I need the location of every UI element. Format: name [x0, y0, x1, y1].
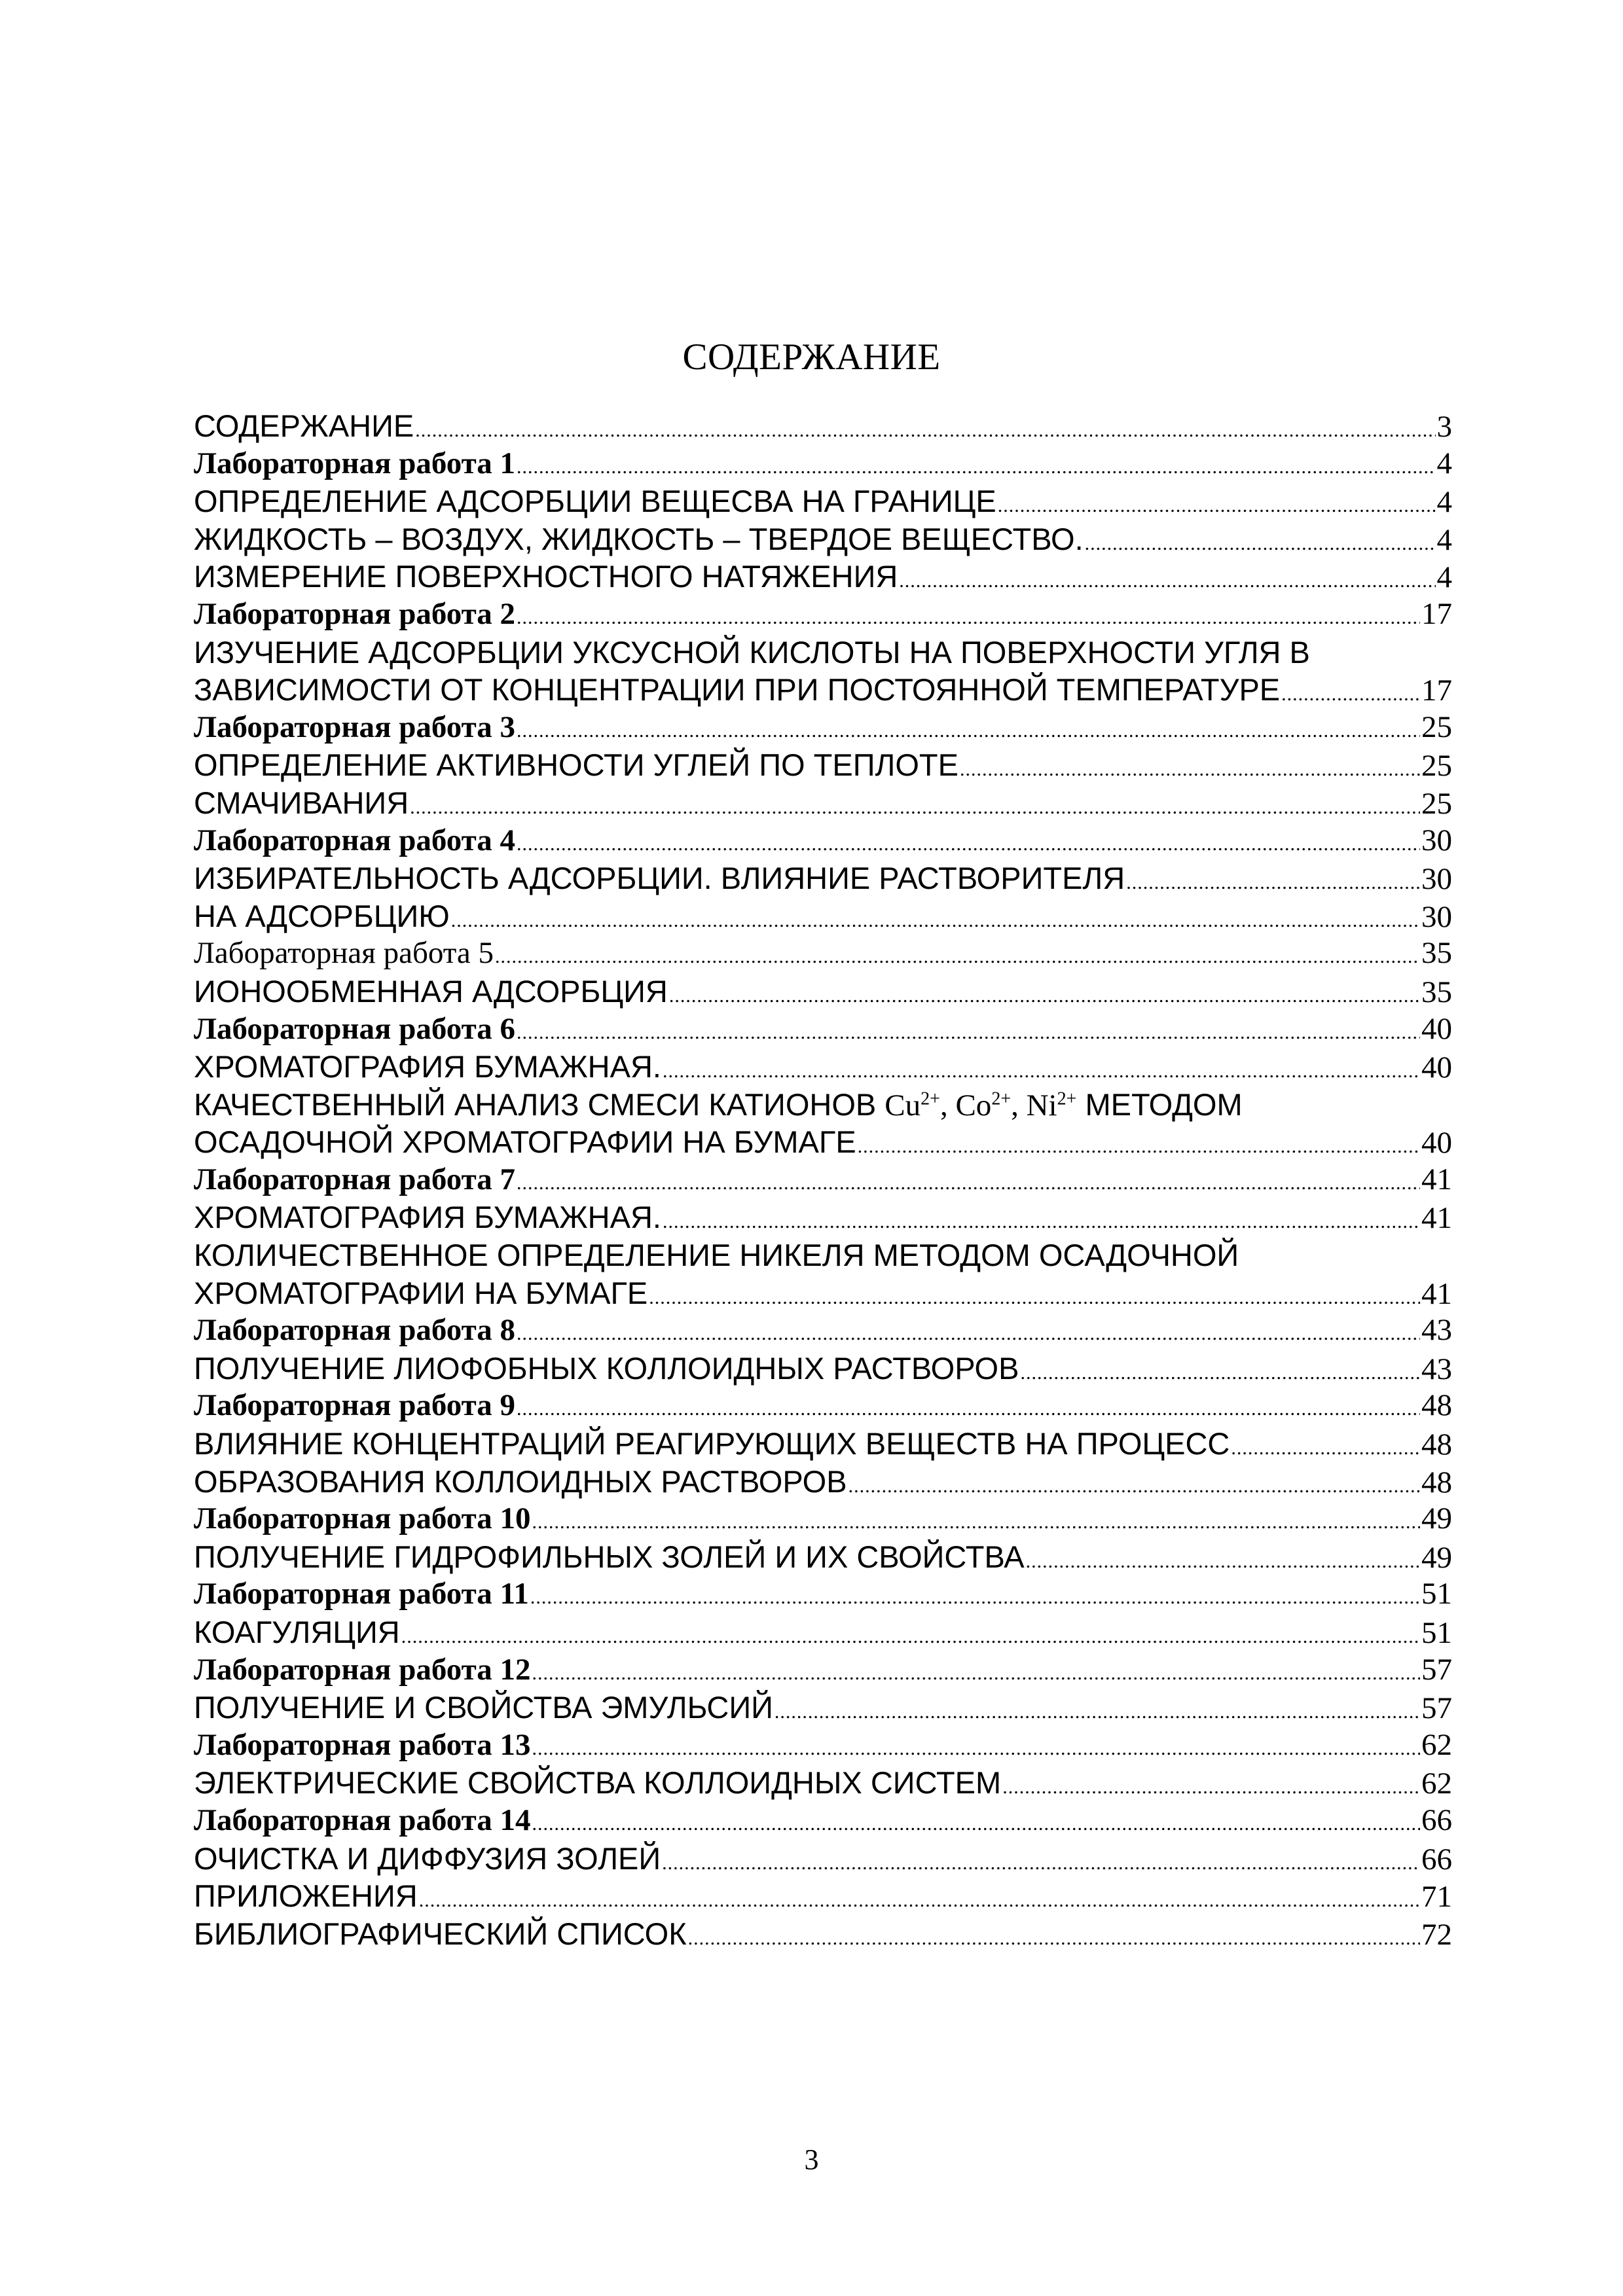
- dot-leader: [532, 1730, 1421, 1765]
- dot-leader: [1231, 1429, 1420, 1463]
- toc-entry[interactable]: [194, 1236, 1452, 1274]
- toc-entry-page: 25: [1421, 709, 1452, 744]
- toc-entry[interactable]: [194, 784, 1452, 822]
- toc-entry[interactable]: [194, 1689, 1452, 1727]
- toc-entry-page: 51: [1421, 1577, 1452, 1611]
- toc-entry[interactable]: [194, 1048, 1452, 1086]
- dot-leader: [960, 751, 1420, 784]
- toc-entry-title: Лабораторная работа 14: [194, 1803, 531, 1837]
- toc-entry-page: 35: [1421, 936, 1452, 971]
- dot-leader: [1126, 864, 1420, 897]
- dot-leader: [998, 487, 1436, 520]
- toc-entry-page: 41: [1421, 1162, 1452, 1196]
- toc-entry-title: ИОНООБМЕННАЯ АДСОРБЦИЯ: [194, 973, 668, 1009]
- toc-entry-title: ОЧИСТКА И ДИФФУЗИЯ ЗОЛЕЙ: [194, 1840, 661, 1876]
- toc-entry[interactable]: [194, 1840, 1452, 1878]
- toc-entry-page: 40: [1421, 1126, 1452, 1160]
- toc-entry-page: 4: [1436, 522, 1452, 557]
- cation-symbol: Co: [955, 1088, 992, 1122]
- toc-entry-title: Лабораторная работа 5: [194, 936, 494, 971]
- dot-leader: [415, 412, 1435, 445]
- toc-entry-page: 17: [1421, 673, 1452, 708]
- toc-entry[interactable]: [194, 1613, 1452, 1651]
- toc-entry-page: 51: [1421, 1616, 1452, 1650]
- dot-leader: [495, 938, 1420, 973]
- dot-leader: [1002, 1768, 1420, 1802]
- toc-entry-page: 48: [1421, 1465, 1452, 1499]
- toc-entry[interactable]: [194, 671, 1452, 709]
- toc-entry-title: Лабораторная работа 9: [194, 1388, 515, 1423]
- toc-entry[interactable]: [194, 1312, 1452, 1350]
- toc-entry-page: 62: [1421, 1727, 1452, 1762]
- toc-entry-title: Лабораторная работа 13: [194, 1727, 531, 1762]
- toc-entry[interactable]: [194, 1274, 1452, 1312]
- dot-leader: [663, 1052, 1420, 1086]
- toc-entry-page: 41: [1421, 1276, 1452, 1311]
- toc-entry[interactable]: [194, 1915, 1452, 1953]
- toc-entry-title: НА АДСОРБЦИЮ: [194, 898, 450, 933]
- toc-entry-title-tail: МЕТОДОМ: [1076, 1086, 1243, 1122]
- toc-entry[interactable]: [194, 1161, 1452, 1199]
- cation-charge: 2+: [991, 1088, 1012, 1109]
- dot-leader: [517, 1164, 1420, 1199]
- toc-entry[interactable]: [194, 482, 1452, 520]
- toc-entry-title: СМАЧИВАНИЯ: [194, 785, 409, 820]
- dot-leader: [517, 712, 1420, 747]
- toc-entry-title: ВЛИЯНИЕ КОНЦЕНТРАЦИЙ РЕАГИРУЮЩИХ ВЕЩЕСТВ НА ПРОЦЕСС: [194, 1426, 1230, 1462]
- toc-entry[interactable]: [194, 1802, 1452, 1840]
- toc-entry-page: 17: [1421, 596, 1452, 631]
- toc-entry-title: КАЧЕСТВЕННЫЙ АНАЛИЗ СМЕСИ КАТИОНОВ $Cu^{2+}$, $Co^{2+}$, $Ni^{2+}$ МЕТОДОМ: [194, 1086, 1243, 1122]
- toc-entry[interactable]: [194, 520, 1452, 558]
- toc-entry[interactable]: [194, 1463, 1452, 1501]
- toc-entry[interactable]: [194, 935, 1452, 973]
- toc-entry-page: 25: [1421, 749, 1452, 783]
- toc-entry[interactable]: [194, 1198, 1452, 1236]
- toc-entry-title: ОБРАЗОВАНИЯ КОЛЛОИДНЫХ РАСТВОРОВ: [194, 1463, 847, 1499]
- toc-entry[interactable]: [194, 709, 1452, 747]
- toc-entry-title: ХРОМАТОГРАФИЯ БУМАЖНАЯ.: [194, 1200, 661, 1235]
- dot-leader: [517, 1014, 1420, 1049]
- toc-entry[interactable]: [194, 1011, 1452, 1049]
- dot-leader: [517, 448, 1436, 483]
- toc-entry[interactable]: [194, 558, 1452, 596]
- cation-symbol: Cu: [884, 1088, 921, 1122]
- toc-entry-title: ПРИЛОЖЕНИЯ: [194, 1878, 418, 1914]
- toc-entry[interactable]: [194, 1387, 1452, 1425]
- toc-entry-page: 48: [1421, 1388, 1452, 1423]
- toc-entry[interactable]: [194, 1538, 1452, 1576]
- dot-leader: [532, 1805, 1421, 1840]
- toc-entry-title: ПОЛУЧЕНИЕ ЛИОФОБНЫХ КОЛЛОИДНЫХ РАСТВОРОВ: [194, 1350, 1019, 1386]
- toc-entry-title: Лабораторная работа 2: [194, 596, 515, 631]
- toc-entry-title: КОЛИЧЕСТВЕННОЕ ОПРЕДЕЛЕНИЕ НИКЕЛЯ МЕТОДОМ ОСАДОЧНОЙ: [194, 1238, 1239, 1273]
- toc-entry-title: Лабораторная работа 3: [194, 709, 515, 744]
- toc-entry-title: ХРОМАТОГРАФИЯ БУМАЖНАЯ.: [194, 1049, 661, 1085]
- dot-leader: [401, 1618, 1420, 1651]
- dot-leader: [517, 1390, 1420, 1425]
- toc-entry[interactable]: [194, 1500, 1452, 1538]
- dot-leader: [1085, 525, 1436, 558]
- toc-entry-title: ПОЛУЧЕНИЕ И СВОЙСТВА ЭМУЛЬСИЙ: [194, 1690, 773, 1725]
- toc-entry[interactable]: [194, 859, 1452, 897]
- toc-entry-title: ИЗУЧЕНИЕ АДСОРБЦИИ УКСУСНОЙ КИСЛОТЫ НА ПОВЕРХНОСТИ УГЛЯ В: [194, 634, 1310, 670]
- toc-entry[interactable]: [194, 973, 1452, 1011]
- toc-entry-page: 3: [1436, 410, 1452, 444]
- toc-entry-title: БИБЛИОГРАФИЧЕСКИЙ СПИСОК: [194, 1916, 687, 1951]
- toc-entry-page: 71: [1421, 1880, 1452, 1914]
- toc-entry-page: 35: [1421, 975, 1452, 1009]
- dot-leader: [1020, 1354, 1420, 1388]
- dot-leader: [532, 1655, 1421, 1689]
- toc-entry-page: 4: [1436, 485, 1452, 520]
- toc-entry-page: 25: [1421, 786, 1452, 821]
- toc-entry-page: 43: [1421, 1352, 1452, 1386]
- toc-entry-title: ОПРЕДЕЛЕНИЕ АКТИВНОСТИ УГЛЕЙ ПО ТЕПЛОТЕ: [194, 747, 958, 783]
- toc-entry-page: 30: [1421, 862, 1452, 897]
- toc-entry-title: Лабораторная работа 11: [194, 1577, 529, 1611]
- toc-entry[interactable]: [194, 445, 1452, 483]
- table-of-contents: [194, 407, 1452, 1952]
- toc-entry-page: 4: [1436, 446, 1452, 480]
- toc-entry-title: ИЗМЕРЕНИЕ ПОВЕРХНОСТНОГО НАТЯЖЕНИЯ: [194, 559, 898, 594]
- cation-symbol: Ni: [1026, 1088, 1057, 1122]
- dot-leader: [899, 562, 1435, 596]
- toc-entry-page: 40: [1421, 1011, 1452, 1046]
- toc-entry-page: 4: [1436, 560, 1452, 595]
- toc-entry-title: ПОЛУЧЕНИЕ ГИДРОФИЛЬНЫХ ЗОЛЕЙ И ИХ СВОЙСТВА: [194, 1539, 1025, 1574]
- toc-entry-title: КОАГУЛЯЦИЯ: [194, 1615, 400, 1649]
- dot-leader: [419, 1882, 1420, 1915]
- dot-leader: [775, 1693, 1420, 1727]
- toc-entry-page: 48: [1421, 1427, 1452, 1462]
- toc-entry[interactable]: [194, 1425, 1452, 1463]
- toc-entry[interactable]: [194, 1727, 1452, 1765]
- dot-leader: [517, 825, 1420, 860]
- toc-entry-page: 62: [1421, 1767, 1452, 1801]
- toc-entry[interactable]: [194, 1651, 1452, 1689]
- toc-entry-page: 66: [1421, 1803, 1452, 1837]
- dot-leader: [517, 1315, 1420, 1350]
- toc-entry-title: ХРОМАТОГРАФИИ НА БУМАГЕ: [194, 1275, 648, 1310]
- toc-entry-title: Лабораторная работа 1: [194, 446, 515, 480]
- toc-entry-title: ОПРЕДЕЛЕНИЕ АДСОРБЦИИ ВЕЩЕСВА НА ГРАНИЦЕ: [194, 484, 996, 519]
- toc-entry-page: 49: [1421, 1540, 1452, 1575]
- toc-entry-page: 57: [1421, 1691, 1452, 1726]
- toc-entry-page: 30: [1421, 823, 1452, 857]
- toc-entry-title: Лабораторная работа 8: [194, 1313, 515, 1348]
- dot-leader: [848, 1467, 1420, 1501]
- toc-entry[interactable]: [194, 1086, 1452, 1124]
- dot-leader: [530, 1579, 1420, 1613]
- toc-entry[interactable]: [194, 407, 1452, 445]
- dot-leader: [1281, 675, 1420, 709]
- toc-entry-title: Лабораторная работа 12: [194, 1652, 531, 1687]
- toc-entry-page: 40: [1421, 1050, 1452, 1085]
- toc-entry-page: 30: [1421, 899, 1452, 934]
- toc-entry-title: ОСАДОЧНОЙ ХРОМАТОГРАФИИ НА БУМАГЕ: [194, 1124, 856, 1160]
- toc-entry-page: 57: [1421, 1652, 1452, 1687]
- toc-entry-title: Лабораторная работа 4: [194, 823, 515, 857]
- dot-leader: [858, 1128, 1420, 1161]
- dot-leader: [532, 1503, 1421, 1538]
- toc-title: СОДЕРЖАНИЕ: [682, 336, 941, 378]
- toc-entry-page: 49: [1421, 1501, 1452, 1536]
- toc-entry-title: СОДЕРЖАНИЕ: [194, 408, 414, 443]
- toc-entry-page: 66: [1421, 1842, 1452, 1876]
- toc-entry[interactable]: [194, 746, 1452, 784]
- dot-leader: [1026, 1543, 1420, 1576]
- toc-entry[interactable]: [194, 1877, 1452, 1915]
- toc-entry-title: ЭЛЕКТРИЧЕСКИЕ СВОЙСТВА КОЛЛОИДНЫХ СИСТЕМ: [194, 1765, 1002, 1801]
- toc-entry[interactable]: [194, 1575, 1452, 1613]
- toc-entry-title: Лабораторная работа 10: [194, 1501, 531, 1536]
- toc-entry-page: 72: [1421, 1917, 1452, 1952]
- toc-entry-title-text: КАЧЕСТВЕННЫЙ АНАЛИЗ СМЕСИ КАТИОНОВ: [194, 1086, 885, 1122]
- toc-entry-title: Лабораторная работа 6: [194, 1011, 515, 1046]
- toc-entry[interactable]: [194, 822, 1452, 860]
- toc-entry-page: 41: [1421, 1201, 1452, 1236]
- dot-leader: [662, 1844, 1420, 1878]
- toc-entry-page: 43: [1421, 1313, 1452, 1348]
- toc-entry[interactable]: [194, 634, 1452, 672]
- dot-leader: [688, 1920, 1420, 1953]
- toc-entry[interactable]: [194, 1764, 1452, 1802]
- toc-entry[interactable]: [194, 1350, 1452, 1388]
- dot-leader: [669, 977, 1420, 1011]
- dot-leader: [649, 1279, 1420, 1312]
- toc-entry[interactable]: [194, 596, 1452, 634]
- page-number: 3: [804, 2144, 819, 2176]
- cation-charge: 2+: [1057, 1088, 1077, 1109]
- toc-entry-title: ЖИДКОСТЬ – ВОЗДУХ, ЖИДКОСТЬ – ТВЕРДОЕ ВЕЩЕСТВО.: [194, 521, 1084, 556]
- dot-leader: [517, 599, 1420, 634]
- toc-entry-title: ЗАВИСИМОСТИ ОТ КОНЦЕНТРАЦИИ ПРИ ПОСТОЯННОЙ ТЕМПЕРАТУРЕ: [194, 672, 1281, 708]
- cation-charge: 2+: [921, 1088, 940, 1109]
- toc-entry[interactable]: [194, 1123, 1452, 1161]
- toc-entry-title: Лабораторная работа 7: [194, 1162, 515, 1196]
- toc-entry-title: ИЗБИРАТЕЛЬНОСТЬ АДСОРБЦИИ. ВЛИЯНИЕ РАСТВОРИТЕЛЯ: [194, 861, 1125, 896]
- toc-entry[interactable]: [194, 897, 1452, 935]
- dot-leader: [451, 902, 1420, 935]
- dot-leader: [410, 789, 1420, 822]
- dot-leader: [663, 1203, 1420, 1236]
